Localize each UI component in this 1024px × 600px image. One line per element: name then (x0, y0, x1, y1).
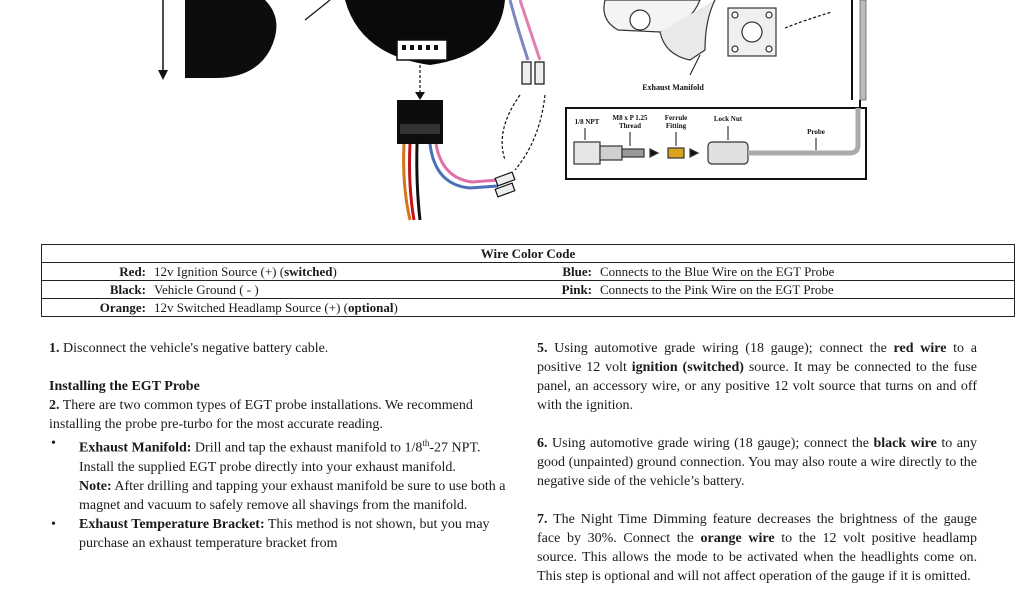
left-instructions-column (49, 339, 511, 553)
step-1: 1. Disconnect the vehicle's negative battery cable. (49, 341, 329, 356)
wire-black (417, 144, 420, 220)
wiring-diagram-svg (0, 0, 1024, 228)
wiring-diagram (0, 0, 1024, 228)
wire-label-pink: Pink: (468, 281, 596, 299)
wire-label-red: Red: (42, 263, 151, 281)
npt-label: 1/8 NPT (574, 118, 600, 126)
wire-color-code-table (41, 244, 1015, 317)
m8-thread-label (605, 114, 655, 130)
gauge-side-shape (185, 0, 276, 78)
harness-plug (397, 100, 443, 144)
wire-desc-blue: Connects to the Blue Wire on the EGT Probe (596, 263, 1015, 281)
step-6: 6. Using automotive grade wiring (18 gauge); connect the black wire to any good (unpainted) ground connection. You may also route a wire directly to the negative side of the vehicle’s battery. (537, 436, 977, 489)
manifold-drawing (604, 0, 776, 60)
exhaust-manifold-label: Exhaust Manifold (642, 83, 704, 92)
thread-label: Thread (618, 122, 642, 130)
wire-desc-pink: Connects to the Pink Wire on the EGT Probe (596, 281, 1015, 299)
gauge-wire-pink (520, 0, 540, 60)
step-7: 7. The Night Time Dimming feature decreases the brightness of the gauge face by 30%. Connect the orange wire to the 12 volt positive headlamp source. This allows the mode to be activated when the headlights come on. This step is optional and will not affect operation of the gauge if it is omitted. (537, 512, 977, 584)
wire-desc-orange: 12v Switched Headlamp Source (+) (optional) (150, 299, 1015, 317)
table-row (42, 263, 1015, 281)
dimension-arrow-icon (158, 70, 168, 80)
leader-line (305, 0, 330, 20)
manifold-arrow (785, 12, 832, 28)
gauge-wire-blue (510, 0, 528, 60)
table-title: Wire Color Code (42, 245, 1015, 263)
wire-desc-red: 12v Ignition Source (+) (switched) (150, 263, 468, 281)
wire-red (410, 144, 415, 220)
right-instructions-column (537, 339, 977, 586)
lock-nut-label: Lock Nut (713, 115, 743, 123)
connect-arrow-1 (502, 95, 520, 160)
fitting-label: Fitting (665, 122, 687, 130)
wire-label-blue: Blue: (468, 263, 596, 281)
arrow-down-icon (415, 92, 425, 100)
bullet-icon: • (51, 516, 56, 532)
bullet-exhaust-bracket: • Exhaust Temperature Bracket: This method is not shown, but you may purchase an exhaust temperature bracket from (51, 516, 490, 551)
bullet-icon: • (51, 436, 56, 451)
section-heading: Installing the EGT Probe (49, 379, 200, 394)
table-row (42, 299, 1015, 317)
probe-label: Probe (807, 128, 825, 136)
step-2: 2. There are two common types of EGT probe installations. We recommend installing the probe pre-turbo for the most accurate reading. (49, 398, 473, 432)
ferrule-label: Ferrule (664, 114, 688, 122)
connect-arrow-2 (515, 95, 545, 170)
probe-rod (860, 0, 866, 100)
wire-desc-black: Vehicle Ground ( - ) (150, 281, 468, 299)
table-title-row (42, 245, 1015, 263)
spade-connectors (495, 62, 544, 197)
table-row (42, 281, 1015, 299)
m8-label: M8 x P 1.25 (612, 114, 648, 122)
probe-cable (566, 100, 860, 108)
ferrule-fitting-label (656, 114, 696, 130)
bullet-exhaust-manifold: • Exhaust Manifold: Drill and tap the exhaust manifold to 1/8th-27 NPT. Install the supplied EGT probe directly into your exhaust manifold. (51, 436, 481, 475)
step-5: 5. Using automotive grade wiring (18 gauge); connect the red wire to a positive 12 volt ignition (switched) source. It may be connected to the fuse panel, an accessory wire, or any positive 12 volt source that turns on and off with the ignition. (537, 341, 978, 413)
wire-label-orange: Orange: (42, 299, 151, 317)
wire-label-black: Black: (42, 281, 151, 299)
note: Note: After drilling and tapping your exhaust manifold be sure to use both a magnet and vacuum to safely remove all shavings from the manifold. (79, 478, 506, 513)
